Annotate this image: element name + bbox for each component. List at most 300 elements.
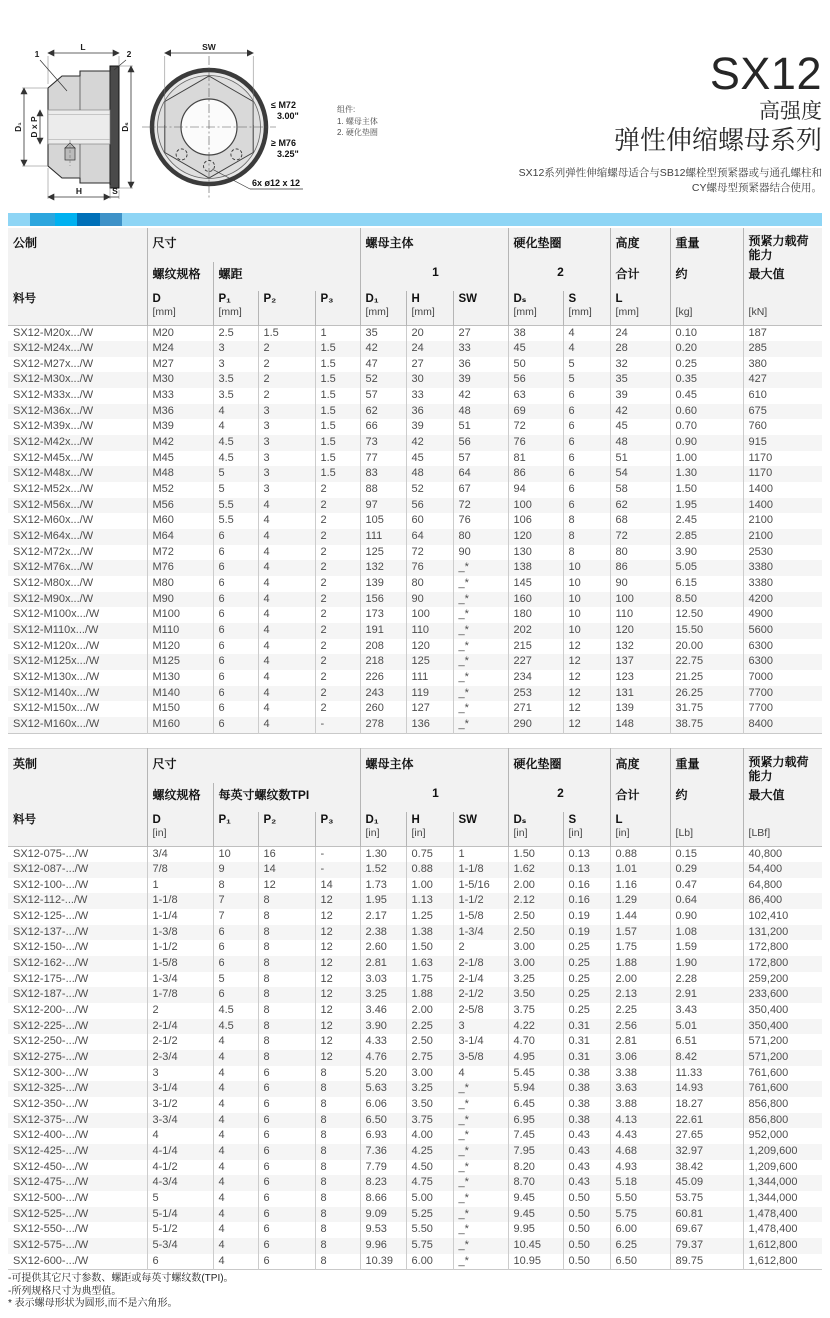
table-row [8, 607, 822, 623]
table-row [8, 466, 822, 482]
spec-value: 5 [213, 972, 258, 988]
spec-value: 571,200 [743, 1050, 822, 1066]
spec-value: 111 [360, 529, 406, 545]
spec-value: 4.13 [610, 1113, 670, 1129]
spec-value: 2-1/4 [453, 972, 508, 988]
header-pitch: 螺距 [213, 262, 360, 291]
spec-value: 26.25 [670, 686, 743, 702]
spec-value: 0.16 [563, 878, 610, 894]
spec-value: 2.50 [508, 909, 563, 925]
spec-value: 127 [406, 701, 453, 717]
table-row [8, 498, 822, 514]
spec-value: 6 [213, 987, 258, 1003]
table-row [8, 1207, 822, 1223]
part-number: SX12-175-.../W [13, 972, 89, 985]
spec-value: _* [453, 1222, 508, 1238]
spec-value: M39 [147, 419, 213, 435]
dim-label-l: L [80, 42, 86, 52]
spec-value: 2100 [743, 513, 822, 529]
spec-value: 2 [315, 513, 360, 529]
spec-value: 1.5 [315, 435, 360, 451]
spec-value: 350,400 [743, 1003, 822, 1019]
spec-value: 89.75 [670, 1254, 743, 1270]
spec-value: M150 [147, 701, 213, 717]
spec-value: 12 [315, 1019, 360, 1035]
spec-value: 6 [258, 1191, 315, 1207]
spec-value: 45 [508, 341, 563, 357]
spec-value: 12 [563, 670, 610, 686]
spec-value: 1.75 [406, 972, 453, 988]
spec-value: 952,000 [743, 1128, 822, 1144]
spec-value: 4 [213, 1222, 258, 1238]
spec-value: 80 [453, 529, 508, 545]
spec-value: 4.25 [406, 1144, 453, 1160]
table-row [8, 1175, 822, 1191]
legend-item-2: 2. 硬化垫圈 [337, 128, 378, 137]
spec-value: 4.50 [406, 1160, 453, 1176]
spec-value: 2.00 [610, 972, 670, 988]
spec-value: 2 [315, 576, 360, 592]
spec-value: 6.95 [508, 1113, 563, 1129]
spec-value: 8 [258, 972, 315, 988]
part-number: SX12-250-.../W [13, 1035, 89, 1048]
spec-value: 4 [213, 1207, 258, 1223]
spec-value: 173 [360, 607, 406, 623]
table-row [8, 513, 822, 529]
spec-value: 350,400 [743, 1019, 822, 1035]
spec-value: 94 [508, 482, 563, 498]
spec-value: 3 [258, 419, 315, 435]
spec-value: 14 [258, 862, 315, 878]
table-row [8, 545, 822, 561]
spec-value: 191 [360, 623, 406, 639]
spec-value: 12 [315, 972, 360, 988]
part-number: SX12-125-.../W [13, 910, 89, 923]
table-row [8, 878, 822, 894]
spec-value: 5.50 [406, 1222, 453, 1238]
spec-value: 6 [563, 419, 610, 435]
legend-item-1: 1. 螺母主体 [337, 116, 378, 126]
spec-value: 102,410 [743, 909, 822, 925]
spec-value: M20 [147, 325, 213, 341]
spec-value: 22.61 [670, 1113, 743, 1129]
spec-value: 8 [258, 940, 315, 956]
spec-value: 0.50 [563, 1191, 610, 1207]
spec-value: 8 [315, 1128, 360, 1144]
part-number: SX12-375-.../W [13, 1113, 89, 1126]
spec-value: 86 [508, 466, 563, 482]
spec-value: 39 [406, 419, 453, 435]
spec-value: 160 [508, 592, 563, 608]
spec-value: 1-5/8 [453, 909, 508, 925]
spec-value: - [315, 862, 360, 878]
table-row [8, 435, 822, 451]
spec-value: 3.00 [508, 956, 563, 972]
spec-value: 187 [743, 325, 822, 341]
spec-value: 48 [406, 466, 453, 482]
table-row [8, 451, 822, 467]
spec-value: 12 [563, 701, 610, 717]
spec-value: 39 [610, 388, 670, 404]
part-number: SX12-M150x.../W [13, 702, 100, 715]
spec-value: 2.12 [508, 893, 563, 909]
size-note-ge: ≥ M76 [271, 138, 296, 148]
spec-value: 9 [213, 862, 258, 878]
spec-value: M72 [147, 545, 213, 561]
spec-value: 4 [258, 639, 315, 655]
spec-value: 4 [213, 1144, 258, 1160]
spec-value: 4 [563, 341, 610, 357]
table-row [8, 372, 822, 388]
spec-value: 10 [563, 623, 610, 639]
cross-section-diagram [10, 40, 140, 208]
spec-value: 215 [508, 639, 563, 655]
spec-value: 76 [508, 435, 563, 451]
part-number: SX12-M42x.../W [13, 436, 94, 449]
spec-value: 1 [147, 878, 213, 894]
spec-value: 4 [213, 1113, 258, 1129]
spec-value: 6.00 [406, 1254, 453, 1270]
spec-value: 6 [213, 529, 258, 545]
spec-value: 105 [360, 513, 406, 529]
spec-value: 6 [563, 466, 610, 482]
spec-value: 3.25 [406, 1081, 453, 1097]
spec-value: 1.5 [315, 466, 360, 482]
spec-value: 0.75 [406, 846, 453, 862]
spec-value: 120 [508, 529, 563, 545]
spec-value: 32.97 [670, 1144, 743, 1160]
table-row [8, 419, 822, 435]
spec-value: M120 [147, 639, 213, 655]
part-number: SX12-M33x.../W [13, 389, 94, 402]
part-number: SX12-550-.../W [13, 1223, 89, 1236]
spec-value: 8.42 [670, 1050, 743, 1066]
spec-value: 1.13 [406, 893, 453, 909]
spec-value: 6 [258, 1175, 315, 1191]
spec-value: 3 [147, 1066, 213, 1082]
col-p2: P₂ [258, 812, 315, 846]
spec-value: 4 [213, 1097, 258, 1113]
spec-value: 3.06 [610, 1050, 670, 1066]
col-p1: P₁ [mm] [213, 291, 258, 325]
header-group-size: 尺寸 [147, 228, 360, 262]
spec-value: 1400 [743, 498, 822, 514]
spec-value: 10.45 [508, 1238, 563, 1254]
spec-value: 6.15 [670, 576, 743, 592]
spec-value: 3.5 [213, 372, 258, 388]
spec-value: 72 [508, 419, 563, 435]
spec-value: 4.5 [213, 1003, 258, 1019]
spec-value: 3.90 [670, 545, 743, 561]
spec-value: 12.50 [670, 607, 743, 623]
component-legend [337, 104, 378, 139]
spec-value: 40,800 [743, 846, 822, 862]
spec-value: 36 [406, 404, 453, 420]
spec-value: 132 [610, 639, 670, 655]
spec-value: 0.25 [563, 972, 610, 988]
col-p2: P₂ [258, 291, 315, 325]
spec-value: 0.50 [563, 1222, 610, 1238]
spec-value: 4 [258, 529, 315, 545]
spec-value: 1.59 [670, 940, 743, 956]
size-note-ge-in: 3.25" [277, 149, 299, 159]
spec-value: 4 [563, 325, 610, 341]
table-row [8, 560, 822, 576]
spec-value: 33 [406, 388, 453, 404]
spec-value: 60.81 [670, 1207, 743, 1223]
header-group-height: 高度 [610, 228, 670, 262]
col-sw: SW [453, 812, 508, 846]
imperial-spec-table [8, 748, 822, 1270]
spec-value: 1,612,800 [743, 1238, 822, 1254]
spec-value: 4.93 [610, 1160, 670, 1176]
spec-value: 243 [360, 686, 406, 702]
spec-value: 3.38 [610, 1066, 670, 1082]
spec-value: 11.33 [670, 1066, 743, 1082]
spec-value: 76 [406, 560, 453, 576]
spec-value: 90 [610, 576, 670, 592]
size-note-le: ≤ M72 [271, 100, 296, 110]
spec-value: 3-1/2 [147, 1097, 213, 1113]
spec-value: 2 [315, 623, 360, 639]
spec-value: 100 [406, 607, 453, 623]
spec-value: 4 [213, 1191, 258, 1207]
spec-value: 7 [213, 909, 258, 925]
spec-value: 3 [258, 435, 315, 451]
spec-value: 4 [453, 1066, 508, 1082]
spec-value: 3.75 [406, 1113, 453, 1129]
spec-value: 1.5 [258, 325, 315, 341]
spec-value: 5.00 [406, 1191, 453, 1207]
spec-value: 172,800 [743, 940, 822, 956]
part-number: SX12-500-.../W [13, 1191, 89, 1204]
part-number: SX12-350-.../W [13, 1098, 89, 1110]
col-ds: Dₛ [in] [508, 812, 563, 846]
spec-value: 0.38 [563, 1113, 610, 1129]
spec-value: 6.50 [360, 1113, 406, 1129]
spec-value: 32 [610, 357, 670, 373]
spec-value: 6 [213, 592, 258, 608]
spec-value: 2.85 [670, 529, 743, 545]
spec-value: 4.5 [213, 451, 258, 467]
spec-value: 52 [406, 482, 453, 498]
header-part-1: 1 [360, 783, 508, 812]
spec-value: 2.60 [360, 940, 406, 956]
header-part-no: 料号 [13, 814, 36, 826]
col-lbf: [LBf] [743, 812, 822, 846]
table-row [8, 670, 822, 686]
spec-value: 35 [610, 372, 670, 388]
spec-value: 0.43 [563, 1128, 610, 1144]
spec-value: 2-1/4 [147, 1019, 213, 1035]
spec-value: 6 [258, 1222, 315, 1238]
spec-value: 1.44 [610, 909, 670, 925]
spec-value: 3.25 [360, 987, 406, 1003]
spec-value: 0.50 [563, 1238, 610, 1254]
spec-value: 9.09 [360, 1207, 406, 1223]
bore-section [48, 110, 110, 144]
spec-value: 0.25 [670, 357, 743, 373]
spec-value: 2.28 [670, 972, 743, 988]
spec-value: 72 [453, 498, 508, 514]
spec-value: 1.16 [610, 878, 670, 894]
spec-value: 106 [508, 513, 563, 529]
spec-value: 2 [147, 1003, 213, 1019]
spec-value: 12 [315, 1050, 360, 1066]
spec-value: 62 [360, 404, 406, 420]
spec-value: 10.95 [508, 1254, 563, 1270]
spec-value: 610 [743, 388, 822, 404]
spec-value: 0.70 [670, 419, 743, 435]
spec-value: 0.31 [563, 1019, 610, 1035]
spec-value: _* [453, 1081, 508, 1097]
spec-value: 6 [213, 686, 258, 702]
spec-value: 4-1/4 [147, 1144, 213, 1160]
front-view-diagram [138, 42, 338, 210]
spec-value: _* [453, 1191, 508, 1207]
spec-value: 8 [258, 956, 315, 972]
spec-value: 6 [563, 451, 610, 467]
col-p1: P₁ [213, 812, 258, 846]
spec-value: 1.50 [508, 846, 563, 862]
dim-label-s: S [112, 186, 118, 196]
spec-value: 7700 [743, 686, 822, 702]
spec-value: 80 [406, 576, 453, 592]
spec-value: 39 [453, 372, 508, 388]
spec-value: 8 [563, 529, 610, 545]
spec-value: 14.93 [670, 1081, 743, 1097]
spec-value: 253 [508, 686, 563, 702]
header-group-preload: 预紧力载荷 能力 [743, 749, 822, 784]
spec-value: 8 [258, 909, 315, 925]
part-number: SX12-325-.../W [13, 1082, 89, 1095]
table-row [8, 717, 822, 733]
spec-value: 12 [315, 1034, 360, 1050]
spec-value: 0.88 [610, 846, 670, 862]
spec-value: 0.64 [670, 893, 743, 909]
spec-value: 4 [213, 404, 258, 420]
header-part-2: 2 [508, 783, 610, 812]
spec-value: 5600 [743, 623, 822, 639]
spec-value: 1.57 [610, 925, 670, 941]
spec-value: 2.00 [406, 1003, 453, 1019]
table-row [8, 987, 822, 1003]
spec-value: 1.50 [406, 940, 453, 956]
spec-value: 0.60 [670, 404, 743, 420]
spec-value: 0.13 [563, 862, 610, 878]
part-number: SX12-275-.../W [13, 1051, 89, 1064]
spec-value: 2-3/4 [147, 1050, 213, 1066]
spec-value: 0.43 [563, 1144, 610, 1160]
header-thread-spec: 螺纹规格 [147, 262, 213, 291]
spec-value: 5-3/4 [147, 1238, 213, 1254]
spec-value: 20.00 [670, 639, 743, 655]
table-row [8, 1003, 822, 1019]
col-d1: D₁ [in] [360, 812, 406, 846]
spec-value: 9.45 [508, 1191, 563, 1207]
spec-value: M24 [147, 341, 213, 357]
spec-value: 72 [610, 529, 670, 545]
spec-value: 4 [258, 623, 315, 639]
spec-value: 4 [258, 686, 315, 702]
spec-value: 9.96 [360, 1238, 406, 1254]
spec-value: 6 [563, 498, 610, 514]
part-number: SX12-150-.../W [13, 941, 89, 954]
spec-value: 0.50 [563, 1207, 610, 1223]
spec-value: 4.22 [508, 1019, 563, 1035]
spec-value: 3 [213, 341, 258, 357]
spec-value: 202 [508, 623, 563, 639]
spec-value: 5.5 [213, 513, 258, 529]
accent-bar-segment [77, 213, 100, 226]
spec-value: 5.63 [360, 1081, 406, 1097]
spec-value: 4 [213, 1175, 258, 1191]
spec-value: 3-3/4 [147, 1113, 213, 1129]
dim-label-h: H [75, 186, 83, 196]
spec-value: 278 [360, 717, 406, 733]
spec-value: 4.68 [610, 1144, 670, 1160]
table-row [8, 639, 822, 655]
spec-value: 8 [315, 1175, 360, 1191]
spec-value: 5.05 [670, 560, 743, 576]
imperial-table-header [8, 749, 822, 847]
spec-value: 259,200 [743, 972, 822, 988]
spec-value: 27 [406, 357, 453, 373]
spec-value: 227 [508, 654, 563, 670]
spec-value: 2 [315, 686, 360, 702]
spec-value: 6 [213, 925, 258, 941]
spec-value: 86,400 [743, 893, 822, 909]
holes-note: 6x ø12 x 12 [252, 178, 301, 188]
accent-bar [8, 213, 822, 226]
table-row [8, 1222, 822, 1238]
spec-value: 2 [315, 529, 360, 545]
spec-value: 97 [360, 498, 406, 514]
spec-value: _* [453, 1175, 508, 1191]
spec-value: _* [453, 1097, 508, 1113]
spec-value: 7.45 [508, 1128, 563, 1144]
spec-value: 1 [315, 325, 360, 341]
part-number: SX12-M20x.../W [13, 326, 94, 339]
spec-value: 8 [315, 1207, 360, 1223]
spec-value: 5-1/2 [147, 1222, 213, 1238]
accent-bar-segment [55, 213, 77, 226]
spec-value: M160 [147, 717, 213, 733]
spec-value: 7.95 [508, 1144, 563, 1160]
spec-value: 51 [610, 451, 670, 467]
spec-value: 6 [213, 545, 258, 561]
spec-value: 1-3/4 [147, 972, 213, 988]
part-number: SX12-M120x.../W [13, 639, 100, 652]
spec-value: 6.00 [610, 1222, 670, 1238]
spec-value: 2.50 [406, 1034, 453, 1050]
spec-value: 12 [315, 987, 360, 1003]
header-region: 公制 [13, 236, 38, 250]
spec-value: 1-1/2 [453, 893, 508, 909]
spec-value: 1,209,600 [743, 1144, 822, 1160]
spec-value: 3-1/4 [147, 1081, 213, 1097]
spec-value: 2 [315, 498, 360, 514]
spec-value: 131 [610, 686, 670, 702]
part-number: SX12-450-.../W [13, 1160, 89, 1173]
spec-value: 8 [315, 1191, 360, 1207]
spec-value: M30 [147, 372, 213, 388]
spec-value: 4-3/4 [147, 1175, 213, 1191]
spec-value: 6 [563, 388, 610, 404]
spec-value: 5.75 [406, 1238, 453, 1254]
spec-value: M48 [147, 466, 213, 482]
spec-value: 2.50 [508, 925, 563, 941]
